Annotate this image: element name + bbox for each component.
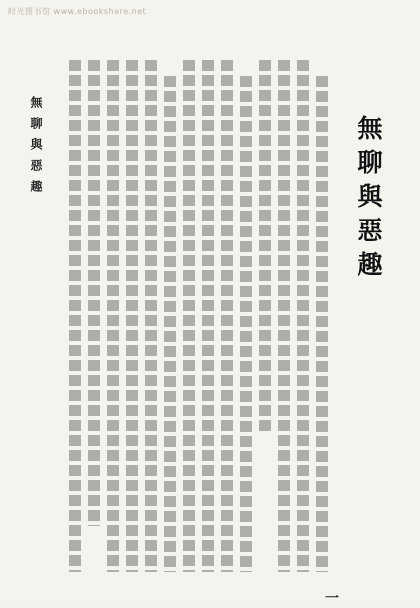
text-column [278, 60, 290, 572]
text-column [297, 60, 309, 572]
body-text [58, 60, 328, 580]
text-column [88, 60, 100, 526]
text-column [221, 60, 233, 572]
text-column [164, 76, 176, 572]
text-column [202, 60, 214, 572]
text-column [259, 60, 271, 432]
essay-title: 無聊與惡趣 [354, 115, 383, 285]
text-column [240, 76, 252, 572]
watermark: 时光图书馆 www.ebookshare.net [8, 7, 147, 16]
page-number: 一 [325, 591, 339, 607]
text-column [145, 60, 157, 572]
text-column [183, 60, 195, 572]
text-column [107, 60, 119, 572]
text-column [69, 60, 81, 572]
text-column [316, 76, 328, 572]
text-column [126, 60, 138, 572]
running-head: 無聊與惡趣 [29, 96, 43, 201]
